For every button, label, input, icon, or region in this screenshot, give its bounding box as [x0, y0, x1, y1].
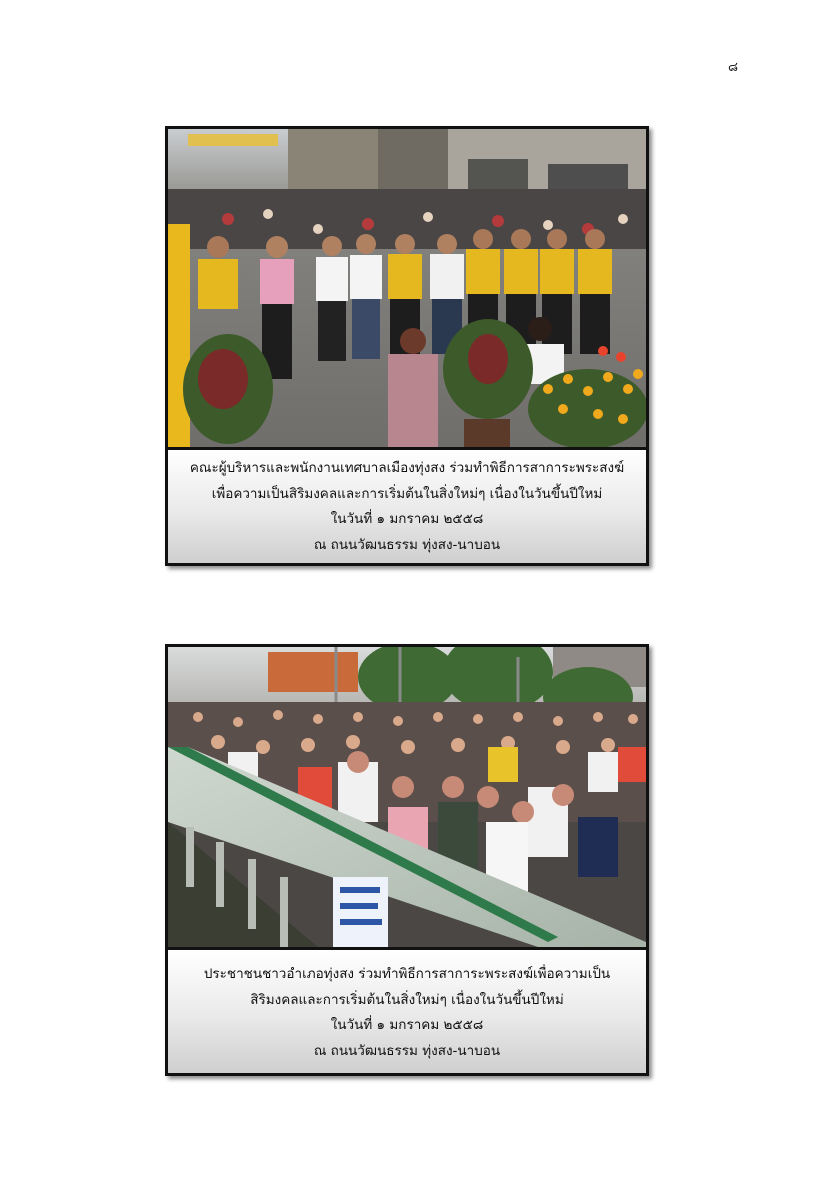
- caption-line: สิริมงคลและการเริ่มต้นในสิ่งใหม่ๆ เนื่องในวันขึ้นปีใหม่: [250, 991, 564, 1008]
- caption-line: คณะผู้บริหารและพนักงานเทศบาลเมืองทุ่งสง ร่วมทำพิธีการสาการะพระสงฆ์: [189, 460, 625, 476]
- caption-line: ในวันที่ ๑ มกราคม ๒๕๕๘: [330, 1017, 484, 1033]
- caption-2: [168, 950, 646, 1073]
- photo-crowd-on-bridge-image: [168, 647, 646, 947]
- caption-line: เพื่อความเป็นสิริมงคลและการเริ่มต้นในสิ่งใหม่ๆ เนื่องในวันขึ้นปีใหม่: [211, 485, 603, 502]
- caption-line: ประชาชนชาวอำเภอทุ่งสง ร่วมทำพิธีการสาการะพระสงฆ์เพื่อความเป็น: [203, 966, 611, 982]
- caption-line: ณ ถนนวัฒนธรรม ทุ่งสง-นาบอน: [313, 536, 501, 553]
- caption-1: [168, 450, 646, 563]
- photo-street-ceremony: [168, 129, 646, 450]
- figure-2: [165, 644, 649, 1076]
- caption-line: ณ ถนนวัฒนธรรม ทุ่งสง-นาบอน: [313, 1042, 501, 1059]
- page-number: ๘: [728, 60, 739, 75]
- photo-street-ceremony-image: [168, 129, 646, 447]
- photo-crowd-on-bridge: [168, 647, 646, 950]
- figure-1: [165, 126, 649, 566]
- caption-line: ในวันที่ ๑ มกราคม ๒๕๕๘: [330, 511, 484, 527]
